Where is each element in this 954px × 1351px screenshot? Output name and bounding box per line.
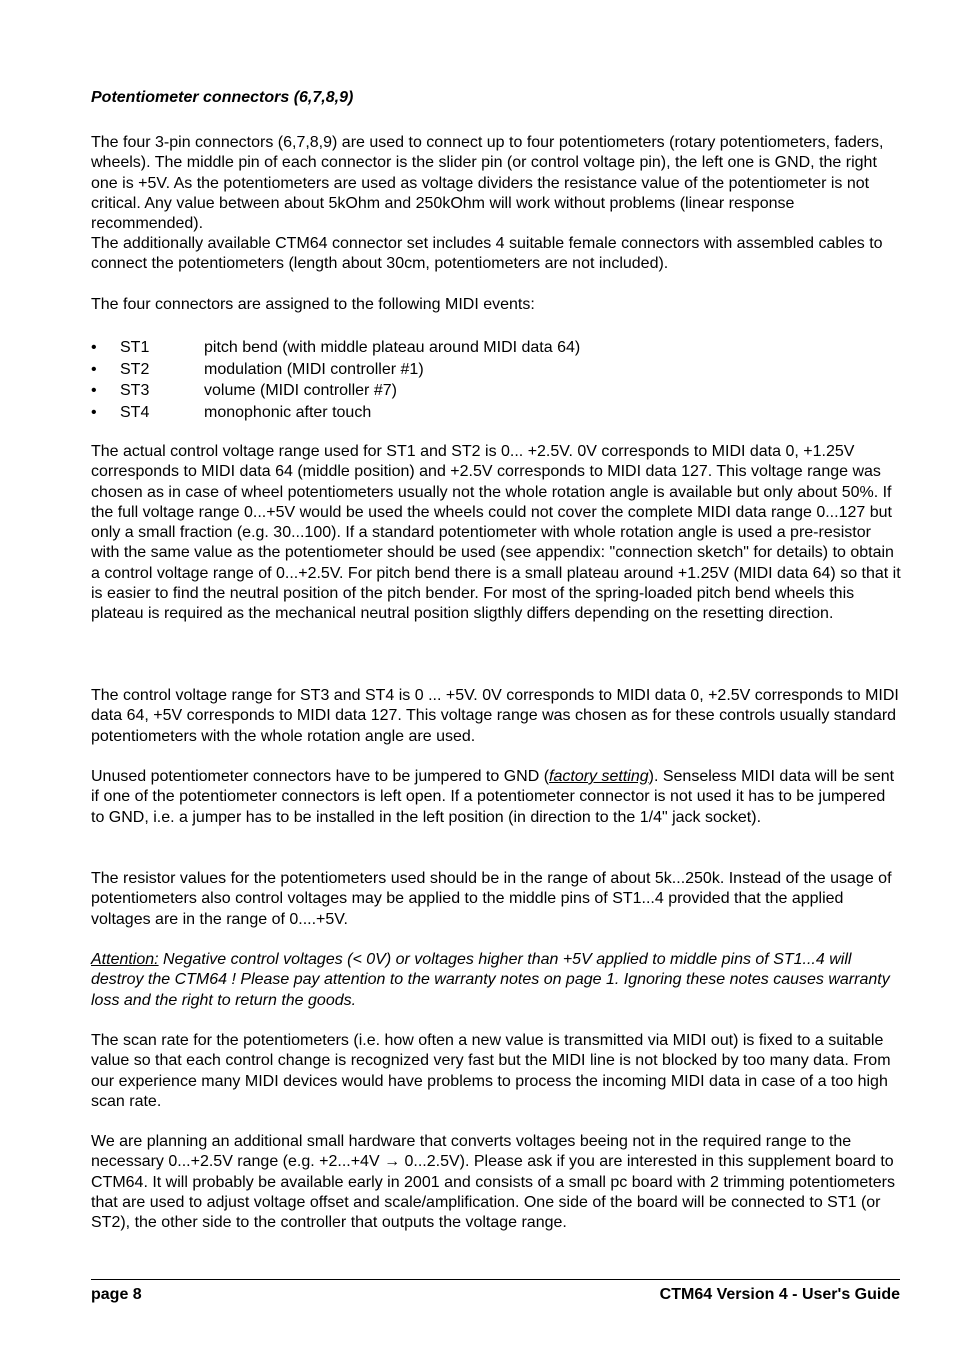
bullet-icon: •: [91, 403, 97, 421]
paragraph-attention: [91, 950, 901, 1011]
list-item: [91, 359, 901, 381]
document-title: CTM64 Version 4 - User's Guide: [659, 1286, 900, 1303]
attention-text: Negative control voltages (< 0V) or voltages higher than +5V applied to middle pins of ST1...4 will destroy the CTM64 ! Please pay attention to the warranty notes on page 1. Ignoring these notes causes warranty loss and the right to return the goods.: [91, 951, 890, 1009]
event-label: ST2: [120, 360, 150, 378]
attention-label: Attention:: [91, 951, 159, 968]
text-segment: ). Senseless MIDI data will be sent if one of the potentiometer connectors is left open. If a potentiometer connector is not used it has to be jumpered to GND, i.e. a jumper has to be installed in the left position (in direction to the 1/4" jack socket).: [91, 768, 895, 826]
paragraph-scan-rate: The scan rate for the potentiometers (i.e. how often a new value is transmitted via MIDI out) is fixed to a suitable value so that each control change is recognized very fast but the MIDI line is not blocked by too many data. From our experience many MIDI devices would have problems to process the incoming MIDI data in case of a too high scan rate.: [91, 1032, 891, 1110]
list-item: [91, 402, 901, 424]
paragraph-unused-connectors: [91, 767, 901, 828]
bullet-icon: •: [91, 360, 97, 378]
footer-divider: [91, 1279, 900, 1280]
event-description: pitch bend (with middle plateau around MIDI data 64): [204, 339, 581, 356]
section-heading: Potentiometer connectors (6,7,8,9): [91, 89, 354, 106]
event-description: modulation (MIDI controller #1): [204, 360, 424, 378]
paragraph-resistor-values: The resistor values for the potentiometers used should be in the range of about 5k...250k. Instead of the usage of potentiometers also control voltages may be applied to the middle pins of ST1...4 provided that the applied voltages are in the range of 0....+5V.: [91, 870, 892, 928]
paragraph-st1-st2-range: The actual control voltage range used for ST1 and ST2 is 0... +2.5V. 0V corresponds to MIDI data 0, +1.25V corresponds to MIDI data 64 (middle position) and +2.5V corresponds to MIDI data 127. This voltage range was chosen as in case of wheel potentiometers usually not the whole rotation angle is available but only about 50%. If the full voltage range 0...+5V would be used the wheels could not cover the complete MIDI data range 0...127 but only a small fraction (e.g. 30...100). If a standard potentiometer with whole rotation angle is used a pre-resistor with the same value as the potentiometer should be used (see appendix: "connection sketch" for details) to obtain a control voltage range of 0...+2.5V. For pitch bend there is a small plateau around +1.25V (MIDI data 64) so that it is easier to find the neutral position of the pitch bender. For most of the spring-loaded pitch bend wheels this plateau is required as the mechanical neutral position sligthly differs depending on the resetting direction.: [91, 443, 901, 623]
event-label: ST3: [120, 382, 150, 399]
paragraph-connector-set: The additionally available CTM64 connector set includes 4 suitable female connectors with assembled cables to connect the potentiometers (length about 30cm, potentiometers are not included).: [91, 235, 883, 273]
list-item: [91, 380, 901, 402]
factory-setting-link[interactable]: factory setting: [549, 768, 649, 785]
list-item: [91, 337, 901, 359]
paragraph-st3-st4-range: The control voltage range for ST3 and ST4 is 0 ... +5V. 0V corresponds to MIDI data 0, +2.5V corresponds to MIDI data 64, +5V corresponds to MIDI data 127. This voltage range was chosen as for these controls usually standard potentiometers with the whole rotation angle are used.: [91, 687, 899, 745]
paragraph-supplement-board: We are planning an additional small hardware that converts voltages beeing not in the required range to the necessary 0...+2.5V range (e.g. +2...+4V → 0...2.5V). Please ask if you are interested in this supplement board to CTM64. It will probably be available early in 2001 and consists of a small pc board with 2 trimming potentiometers that are used to adjust voltage offset and scale/amplification. One side of the board will be connected to ST1 (or ST2), the other side to the controller that outputs the voltage range.: [91, 1133, 895, 1232]
paragraph-intro: The four 3-pin connectors (6,7,8,9) are used to connect up to four potentiometers (rotary potentiometers, faders, wheels). The middle pin of each connector is the slider pin (or control voltage pin), the left one is GND, the right one is +5V. As the potentiometers are used as voltage dividers the resistance value of the potentiometer is not critical. Any value between about 5kOhm and 250kOhm will work without problems (linear response recommended).: [91, 134, 884, 233]
page-number: page 8: [91, 1286, 142, 1303]
event-description: volume (MIDI controller #7): [204, 382, 397, 399]
bullet-icon: •: [91, 339, 97, 356]
bullet-icon: •: [91, 382, 97, 399]
event-description: monophonic after touch: [204, 403, 372, 421]
event-label: ST1: [120, 339, 150, 356]
midi-events-list: [91, 337, 901, 423]
paragraph-events-intro: The four connectors are assigned to the following MIDI events:: [91, 296, 535, 313]
event-label: ST4: [120, 403, 150, 421]
text-segment: Unused potentiometer connectors have to be jumpered to GND (: [91, 768, 550, 785]
